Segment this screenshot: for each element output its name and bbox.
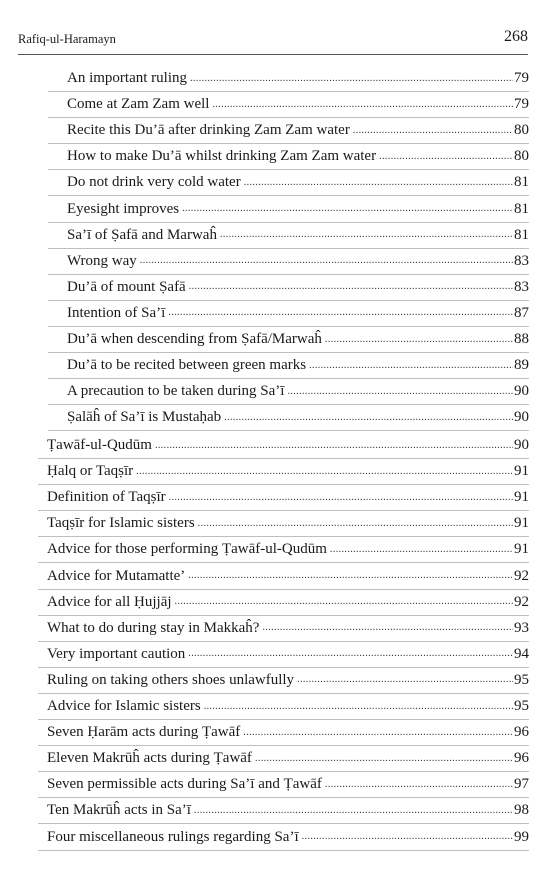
dot-leader xyxy=(255,752,513,766)
entry-page-number: 90 xyxy=(514,409,529,426)
entry-title: Advice for Islamic sisters xyxy=(47,698,201,714)
dot-leader xyxy=(194,804,513,818)
entry-title: Recite this Du’ā after drinking Zam Zam water xyxy=(67,122,350,139)
entry-page-number: 80 xyxy=(514,148,529,165)
entry-title: Eyesight improves xyxy=(67,200,180,217)
toc-entry xyxy=(38,564,529,590)
entry-title: Come at Zam Zam well xyxy=(67,96,210,113)
dot-leader xyxy=(379,150,513,164)
dot-leader xyxy=(182,202,513,216)
page-number: 268 xyxy=(504,28,528,45)
entry-title: A precaution to be taken during Sa’ī xyxy=(67,383,285,400)
toc-entry xyxy=(38,746,529,772)
entry-title: Seven permissible acts during Sa’ī and Ṭawāf xyxy=(47,776,322,793)
entry-title: Du’ā to be recited between green marks xyxy=(67,357,307,374)
entry-title: Ten Makrūĥ acts in Sa’ī xyxy=(47,802,191,819)
toc-entry xyxy=(38,459,529,485)
entry-page-number: 88 xyxy=(514,331,529,347)
entry-page-number: 94 xyxy=(514,645,529,662)
dot-leader xyxy=(330,543,513,557)
toc-entry xyxy=(38,616,529,642)
dot-leader xyxy=(188,647,513,661)
entry-page-number: 96 xyxy=(514,750,529,767)
entry-page-number: 79 xyxy=(514,96,529,113)
entry-page-number: 91 xyxy=(514,489,529,506)
entry-page-number: 83 xyxy=(514,252,529,269)
dot-leader xyxy=(188,569,513,583)
entry-page-number: 92 xyxy=(514,593,529,610)
entry-page-number: 81 xyxy=(514,200,529,217)
entry-title: Du’ā of mount Ṣafā xyxy=(67,278,186,295)
toc-subentry xyxy=(48,92,529,118)
toc-subentry xyxy=(48,197,529,223)
entry-page-number: 91 xyxy=(514,463,529,480)
dot-leader xyxy=(262,621,513,635)
dot-leader xyxy=(212,98,513,112)
toc-subentry xyxy=(48,275,529,301)
entry-title: Seven Ḥarām acts during Ṭawāf xyxy=(47,724,241,741)
entry-page-number: 99 xyxy=(514,828,529,845)
toc-subentry xyxy=(48,223,529,249)
entry-title: Ṭawāf-ul-Qudūm xyxy=(47,437,152,453)
dot-leader xyxy=(169,491,513,505)
running-header xyxy=(18,26,528,55)
entry-title: Four miscellaneous rulings regarding Sa’ī xyxy=(47,828,299,845)
toc-entry xyxy=(38,590,529,616)
book-title: Rafiq-ul-Haramayn xyxy=(18,32,116,46)
entry-page-number: 95 xyxy=(514,698,529,714)
dot-leader xyxy=(244,176,513,190)
entry-page-number: 91 xyxy=(514,541,529,558)
entry-title: Definition of Taqṣīr xyxy=(47,489,166,506)
dot-leader xyxy=(220,228,513,242)
toc-subentry xyxy=(48,118,529,144)
entry-title: Sa’ī of Ṣafā and Marwaĥ xyxy=(67,226,217,243)
entry-page-number: 80 xyxy=(514,122,529,139)
toc-subentry xyxy=(48,379,529,405)
entry-page-number: 96 xyxy=(514,724,529,741)
toc-subentry xyxy=(48,353,529,379)
entry-title: Do not drink very cold water xyxy=(67,174,241,191)
entry-title: What to do during stay in Makkaĥ? xyxy=(47,619,260,636)
entry-page-number: 81 xyxy=(514,174,529,191)
toc-entry xyxy=(38,642,529,668)
dot-leader xyxy=(243,726,513,740)
dot-leader xyxy=(140,254,513,268)
dot-leader xyxy=(198,517,513,531)
entry-page-number: 81 xyxy=(514,226,529,243)
toc-entry xyxy=(38,433,529,459)
entry-page-number: 79 xyxy=(514,70,529,86)
toc-entry xyxy=(38,772,529,798)
toc-subentry xyxy=(48,66,529,92)
entry-title: Intention of Sa’ī xyxy=(67,304,166,321)
toc-entry xyxy=(38,720,529,746)
entry-title: Ḥalq or Taqṣīr xyxy=(47,463,134,480)
entry-title: Advice for those performing Ṭawāf-ul-Qudūm xyxy=(47,541,327,558)
toc-entry xyxy=(38,668,529,694)
dot-leader xyxy=(189,280,513,294)
entry-title: Ṣalāĥ of Sa’ī is Mustaḥab xyxy=(67,409,222,426)
entry-page-number: 87 xyxy=(514,304,529,321)
toc-subentry xyxy=(48,301,529,327)
toc-subentry xyxy=(48,170,529,196)
entry-page-number: 90 xyxy=(514,437,529,453)
entry-title: Taqṣīr for Islamic sisters xyxy=(47,515,195,532)
entry-page-number: 95 xyxy=(514,671,529,688)
toc-entry xyxy=(38,485,529,511)
entry-page-number: 90 xyxy=(514,383,529,400)
toc-entry xyxy=(38,694,529,720)
toc-subentry xyxy=(48,144,529,170)
dot-leader xyxy=(168,306,513,320)
dot-leader xyxy=(175,595,513,609)
toc-entry xyxy=(38,798,529,824)
dot-leader xyxy=(136,465,513,479)
entry-page-number: 89 xyxy=(514,357,529,374)
entry-page-number: 92 xyxy=(514,567,529,584)
dot-leader xyxy=(190,72,513,86)
dot-leader xyxy=(204,700,513,714)
dot-leader xyxy=(297,673,513,687)
entry-title: Advice for Mutamatte’ xyxy=(47,567,186,584)
dot-leader xyxy=(155,439,513,453)
toc-entry xyxy=(38,511,529,537)
toc-subentry xyxy=(48,327,529,353)
entry-page-number: 98 xyxy=(514,802,529,819)
entry-title: Du’ā when descending from Ṣafā/Marwaĥ xyxy=(67,331,322,347)
entry-title: Advice for all Ḥujjāj xyxy=(47,593,172,610)
toc-subentry xyxy=(48,405,529,431)
entry-title: Very important caution xyxy=(47,645,186,662)
dot-leader xyxy=(325,333,513,347)
entry-title: Ruling on taking others shoes unlawfully xyxy=(47,671,295,688)
dot-leader xyxy=(325,778,513,792)
dot-leader xyxy=(353,124,513,138)
dot-leader xyxy=(302,830,513,844)
dot-leader xyxy=(309,359,513,373)
entry-title: How to make Du’ā whilst drinking Zam Zam water xyxy=(67,148,377,165)
toc-subentry xyxy=(48,249,529,275)
dot-leader xyxy=(224,411,513,425)
entry-title: Eleven Makrūĥ acts during Ṭawāf xyxy=(47,750,252,767)
toc-entry xyxy=(38,825,529,851)
entry-page-number: 83 xyxy=(514,278,529,295)
dot-leader xyxy=(287,385,513,399)
entry-page-number: 93 xyxy=(514,619,529,636)
entry-page-number: 97 xyxy=(514,776,529,793)
entry-title: Wrong way xyxy=(67,252,137,269)
entry-page-number: 91 xyxy=(514,515,529,532)
entry-title: An important ruling xyxy=(67,70,187,86)
toc-entry xyxy=(38,537,529,563)
